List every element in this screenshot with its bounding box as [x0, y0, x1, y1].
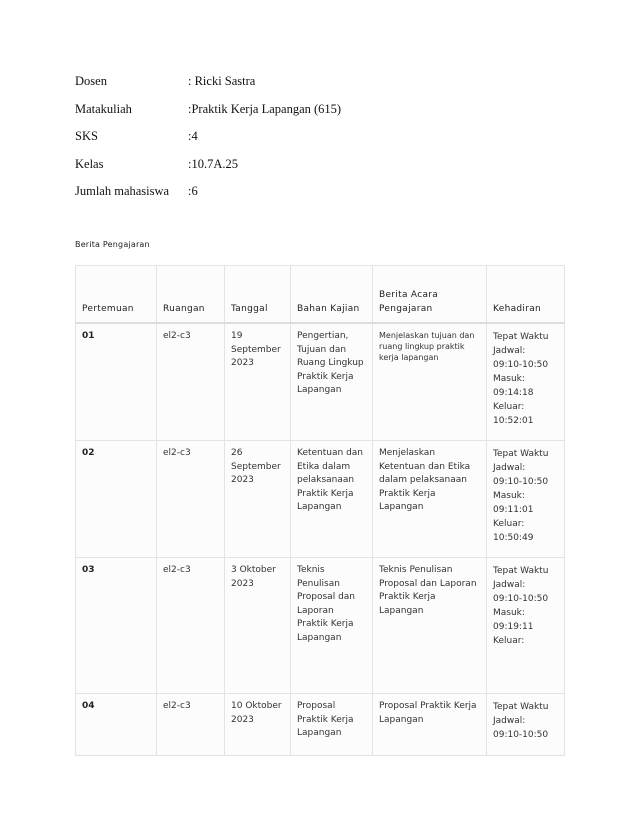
kehadiran-status: Tepat Waktu: [493, 702, 549, 712]
cell-tanggal: 19 September 2023: [225, 323, 291, 441]
info-label: Dosen: [75, 74, 107, 88]
kehadiran-line: Jadwal:: [493, 463, 526, 473]
cell-tanggal: 10 Oktober 2023: [225, 694, 291, 756]
info-value: : Ricki Sastra: [188, 74, 256, 88]
info-label: Kelas: [75, 156, 104, 171]
info-value: :Praktik Kerja Lapangan (615): [188, 101, 342, 116]
cell-ruangan: el2-c3: [157, 694, 225, 756]
cell-ruangan: el2-c3: [157, 323, 225, 441]
kehadiran-line: Jadwal:: [493, 716, 526, 726]
cell-berita-acara: Teknis Penulisan Proposal dan Laporan Praktik Kerja Lapangan: [373, 558, 487, 694]
cell-pertemuan: 04: [76, 694, 157, 756]
kehadiran-line: 10:52:01: [493, 416, 534, 426]
kehadiran-line: Keluar:: [493, 402, 525, 412]
cell-pertemuan: 03: [76, 558, 157, 694]
table-row: [76, 558, 565, 694]
cell-berita-acara: Menjelaskan Ketentuan dan Etika dalam pelaksanaan Praktik Kerja Lapangan: [373, 441, 487, 558]
kehadiran-status: Tepat Waktu: [493, 449, 549, 459]
cell-berita-acara: Menjelaskan tujuan dan ruang lingkup praktik kerja lapangan: [373, 323, 487, 441]
kehadiran-status: Tepat Waktu: [493, 332, 549, 342]
cell-tanggal: 26 September 2023: [225, 441, 291, 558]
table-header-row: [76, 266, 565, 324]
info-label: Matakuliah: [75, 101, 132, 116]
cell-bahan-kajian: Pengertian, Tujuan dan Ruang Lingkup Praktik Kerja Lapangan: [291, 323, 373, 441]
kehadiran-line: Masuk:: [493, 608, 525, 618]
kehadiran-status: Tepat Waktu: [493, 566, 549, 576]
cell-kehadiran: [487, 558, 565, 694]
kehadiran-line: 10:50:49: [493, 533, 534, 543]
cell-pertemuan: 01: [76, 323, 157, 441]
column-header-ruangan: Ruangan: [157, 266, 225, 324]
kehadiran-line: 09:10-10:50: [493, 730, 549, 740]
cell-kehadiran: [487, 694, 565, 756]
kehadiran-line: 09:10-10:50: [493, 594, 549, 604]
kehadiran-line: 09:11:01: [493, 505, 534, 515]
kehadiran-line: 09:10-10:50: [493, 477, 549, 487]
kehadiran-line: Jadwal:: [493, 346, 526, 356]
section-title: Berita Pengajaran: [75, 240, 150, 249]
kehadiran-line: Keluar:: [493, 519, 525, 529]
cell-bahan-kajian: Proposal Praktik Kerja Lapangan: [291, 694, 373, 756]
table-row: [76, 694, 565, 756]
cell-tanggal: 3 Oktober 2023: [225, 558, 291, 694]
info-value: :10.7A.25: [188, 156, 238, 171]
table-row: [76, 323, 565, 441]
column-header-pertemuan: Pertemuan: [76, 266, 157, 324]
cell-kehadiran: [487, 323, 565, 441]
kehadiran-line: 09:19:11: [493, 622, 534, 632]
kehadiran-line: Masuk:: [493, 374, 525, 384]
column-header-tanggal: Tanggal: [225, 266, 291, 324]
cell-pertemuan: 02: [76, 441, 157, 558]
kehadiran-line: 09:14:18: [493, 388, 534, 398]
cell-bahan-kajian: Ketentuan dan Etika dalam pelaksanaan Praktik Kerja Lapangan: [291, 441, 373, 558]
kehadiran-line: 09:10-10:50: [493, 360, 549, 370]
table-row: [76, 441, 565, 558]
kehadiran-line: Keluar:: [493, 636, 525, 646]
info-label: SKS: [75, 129, 98, 143]
cell-ruangan: el2-c3: [157, 558, 225, 694]
kehadiran-line: Jadwal:: [493, 580, 526, 590]
column-header-berita-acara: Berita Acara Pengajaran: [373, 266, 487, 324]
info-value: :6: [188, 184, 198, 198]
kehadiran-line: Masuk:: [493, 491, 525, 501]
cell-ruangan: el2-c3: [157, 441, 225, 558]
info-label: Jumlah mahasiswa: [75, 184, 170, 198]
column-header-bahan-kajian: Bahan Kajian: [291, 266, 373, 324]
teaching-report-table: [75, 265, 565, 756]
info-value: :4: [188, 129, 198, 143]
cell-berita-acara: Proposal Praktik Kerja Lapangan: [373, 694, 487, 756]
column-header-kehadiran: Kehadiran: [487, 266, 565, 324]
cell-kehadiran: [487, 441, 565, 558]
cell-bahan-kajian: Teknis Penulisan Proposal dan Laporan Praktik Kerja Lapangan: [291, 558, 373, 694]
